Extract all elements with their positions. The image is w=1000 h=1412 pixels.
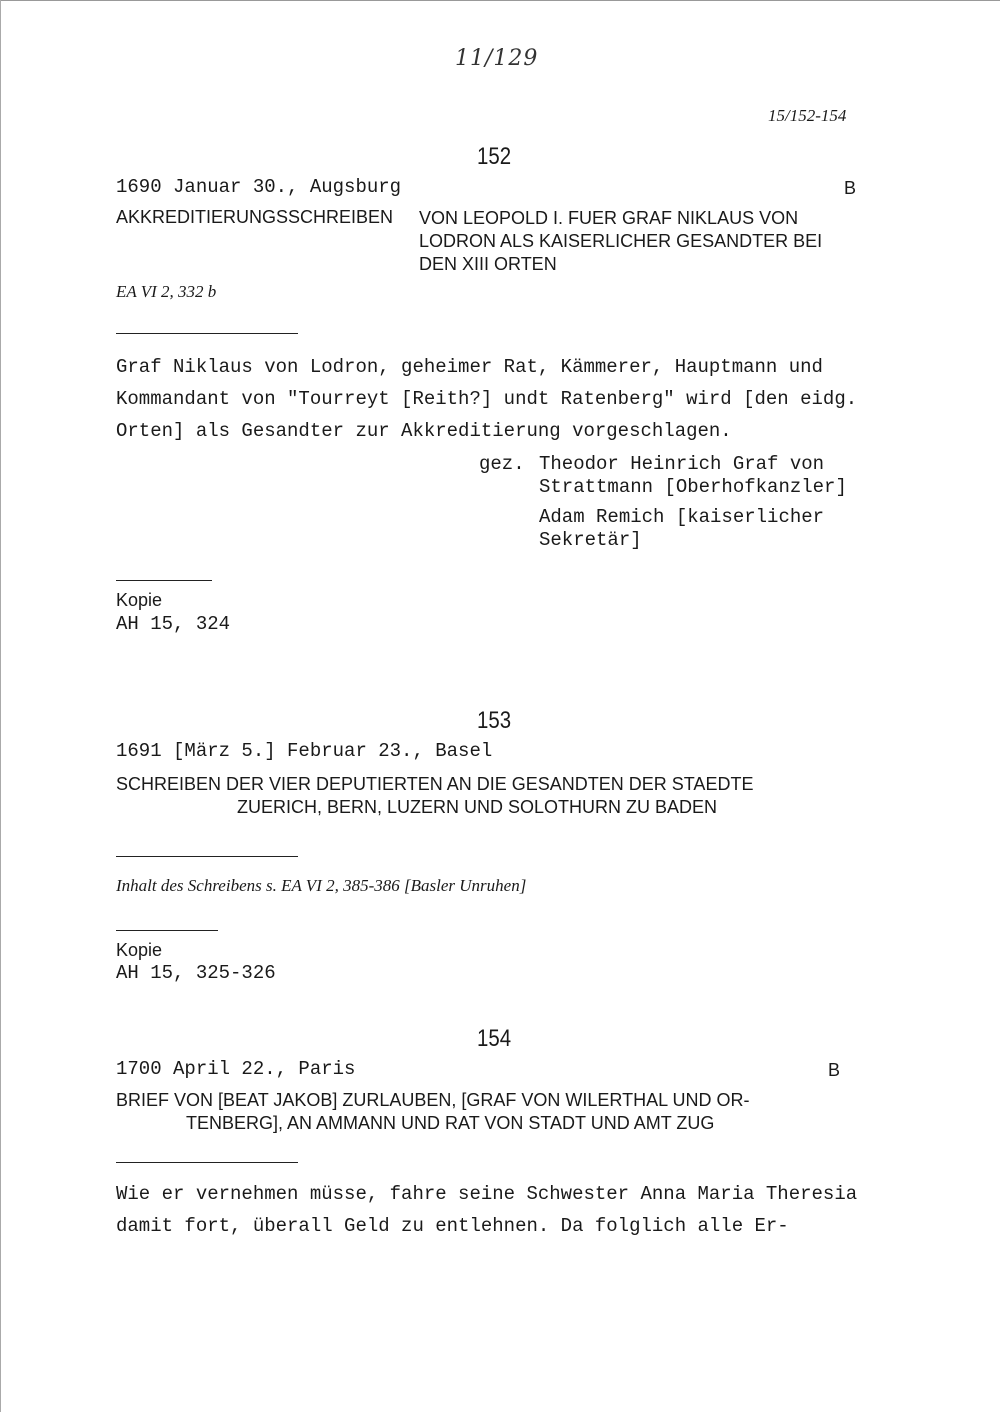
section-divider — [116, 930, 218, 931]
title-line: DEN XIII ORTEN — [419, 254, 557, 274]
document-date: 1691 [März 5.] Februar 23., Basel — [116, 740, 493, 762]
section-divider — [116, 580, 212, 581]
body-line: Orten] als Gesandter zur Akkreditierung vorgeschlagen. — [116, 420, 732, 442]
signature-strattmann: Theodor Heinrich Graf von Strattmann [Oberhofkanzler] — [539, 453, 847, 498]
title-line: SCHREIBEN DER VIER DEPUTIERTEN AN DIE GESANDTEN DER STAEDTE — [116, 774, 754, 794]
section-divider — [116, 1162, 298, 1163]
body-line: Kommandant von "Tourreyt [Reith?] undt Ratenberg" wird [den eidg. — [116, 388, 858, 410]
document-number: 153 — [477, 707, 512, 734]
copy-reference: AH 15, 324 — [116, 613, 231, 635]
content-note: Inhalt des Schreibens s. EA VI 2, 385-386 [Basler Unruhen] — [116, 876, 527, 895]
gez-label: gez. — [479, 453, 525, 475]
copy-label: Kopie — [116, 940, 163, 960]
source-reference: EA VI 2, 332 b — [116, 282, 217, 301]
section-divider — [116, 333, 298, 334]
handwritten-folio-mark: 11/129 — [455, 46, 539, 71]
document-number: 154 — [477, 1025, 512, 1052]
page-reference: 15/152-154 — [768, 106, 847, 125]
title-line: ZUERICH, BERN, LUZERN UND SOLOTHURN ZU BADEN — [237, 797, 718, 817]
document-number: 152 — [477, 143, 512, 170]
document-body — [116, 351, 857, 447]
document-type-letter: B — [828, 1060, 841, 1080]
document-type-letter: B — [844, 178, 857, 198]
section-divider — [116, 856, 298, 857]
scan-edge-left — [0, 0, 1, 1412]
title-line: BRIEF VON [BEAT JAKOB] ZURLAUBEN, [GRAF VON WILERTHAL UND OR- — [116, 1090, 750, 1110]
scan-edge-top — [0, 0, 1000, 1]
document-title — [419, 207, 822, 276]
document-title-lead: AKKREDITIERUNGSSCHREIBEN — [116, 207, 394, 227]
document-title — [116, 773, 753, 819]
body-line: damit fort, überall Geld zu entlehnen. Da folglich alle Er- — [116, 1215, 789, 1237]
copy-label: Kopie — [116, 590, 163, 610]
body-line: Wie er vernehmen müsse, fahre seine Schwester Anna Maria Theresia — [116, 1183, 858, 1205]
title-line: LODRON ALS KAISERLICHER GESANDTER BEI — [419, 231, 823, 251]
document-title — [116, 1089, 749, 1135]
document-date: 1690 Januar 30., Augsburg — [116, 176, 402, 198]
document-date: 1700 April 22., Paris — [116, 1058, 356, 1080]
title-line: VON LEOPOLD I. FUER GRAF NIKLAUS VON — [419, 208, 799, 228]
copy-reference: AH 15, 325-326 — [116, 962, 276, 984]
document-body — [116, 1178, 857, 1242]
title-line: TENBERG], AN AMMANN UND RAT VON STADT UND AMT ZUG — [186, 1113, 715, 1133]
signature-remich: Adam Remich [kaiserlicher Sekretär] — [539, 506, 825, 551]
body-line: Graf Niklaus von Lodron, geheimer Rat, Kämmerer, Hauptmann und — [116, 356, 823, 378]
